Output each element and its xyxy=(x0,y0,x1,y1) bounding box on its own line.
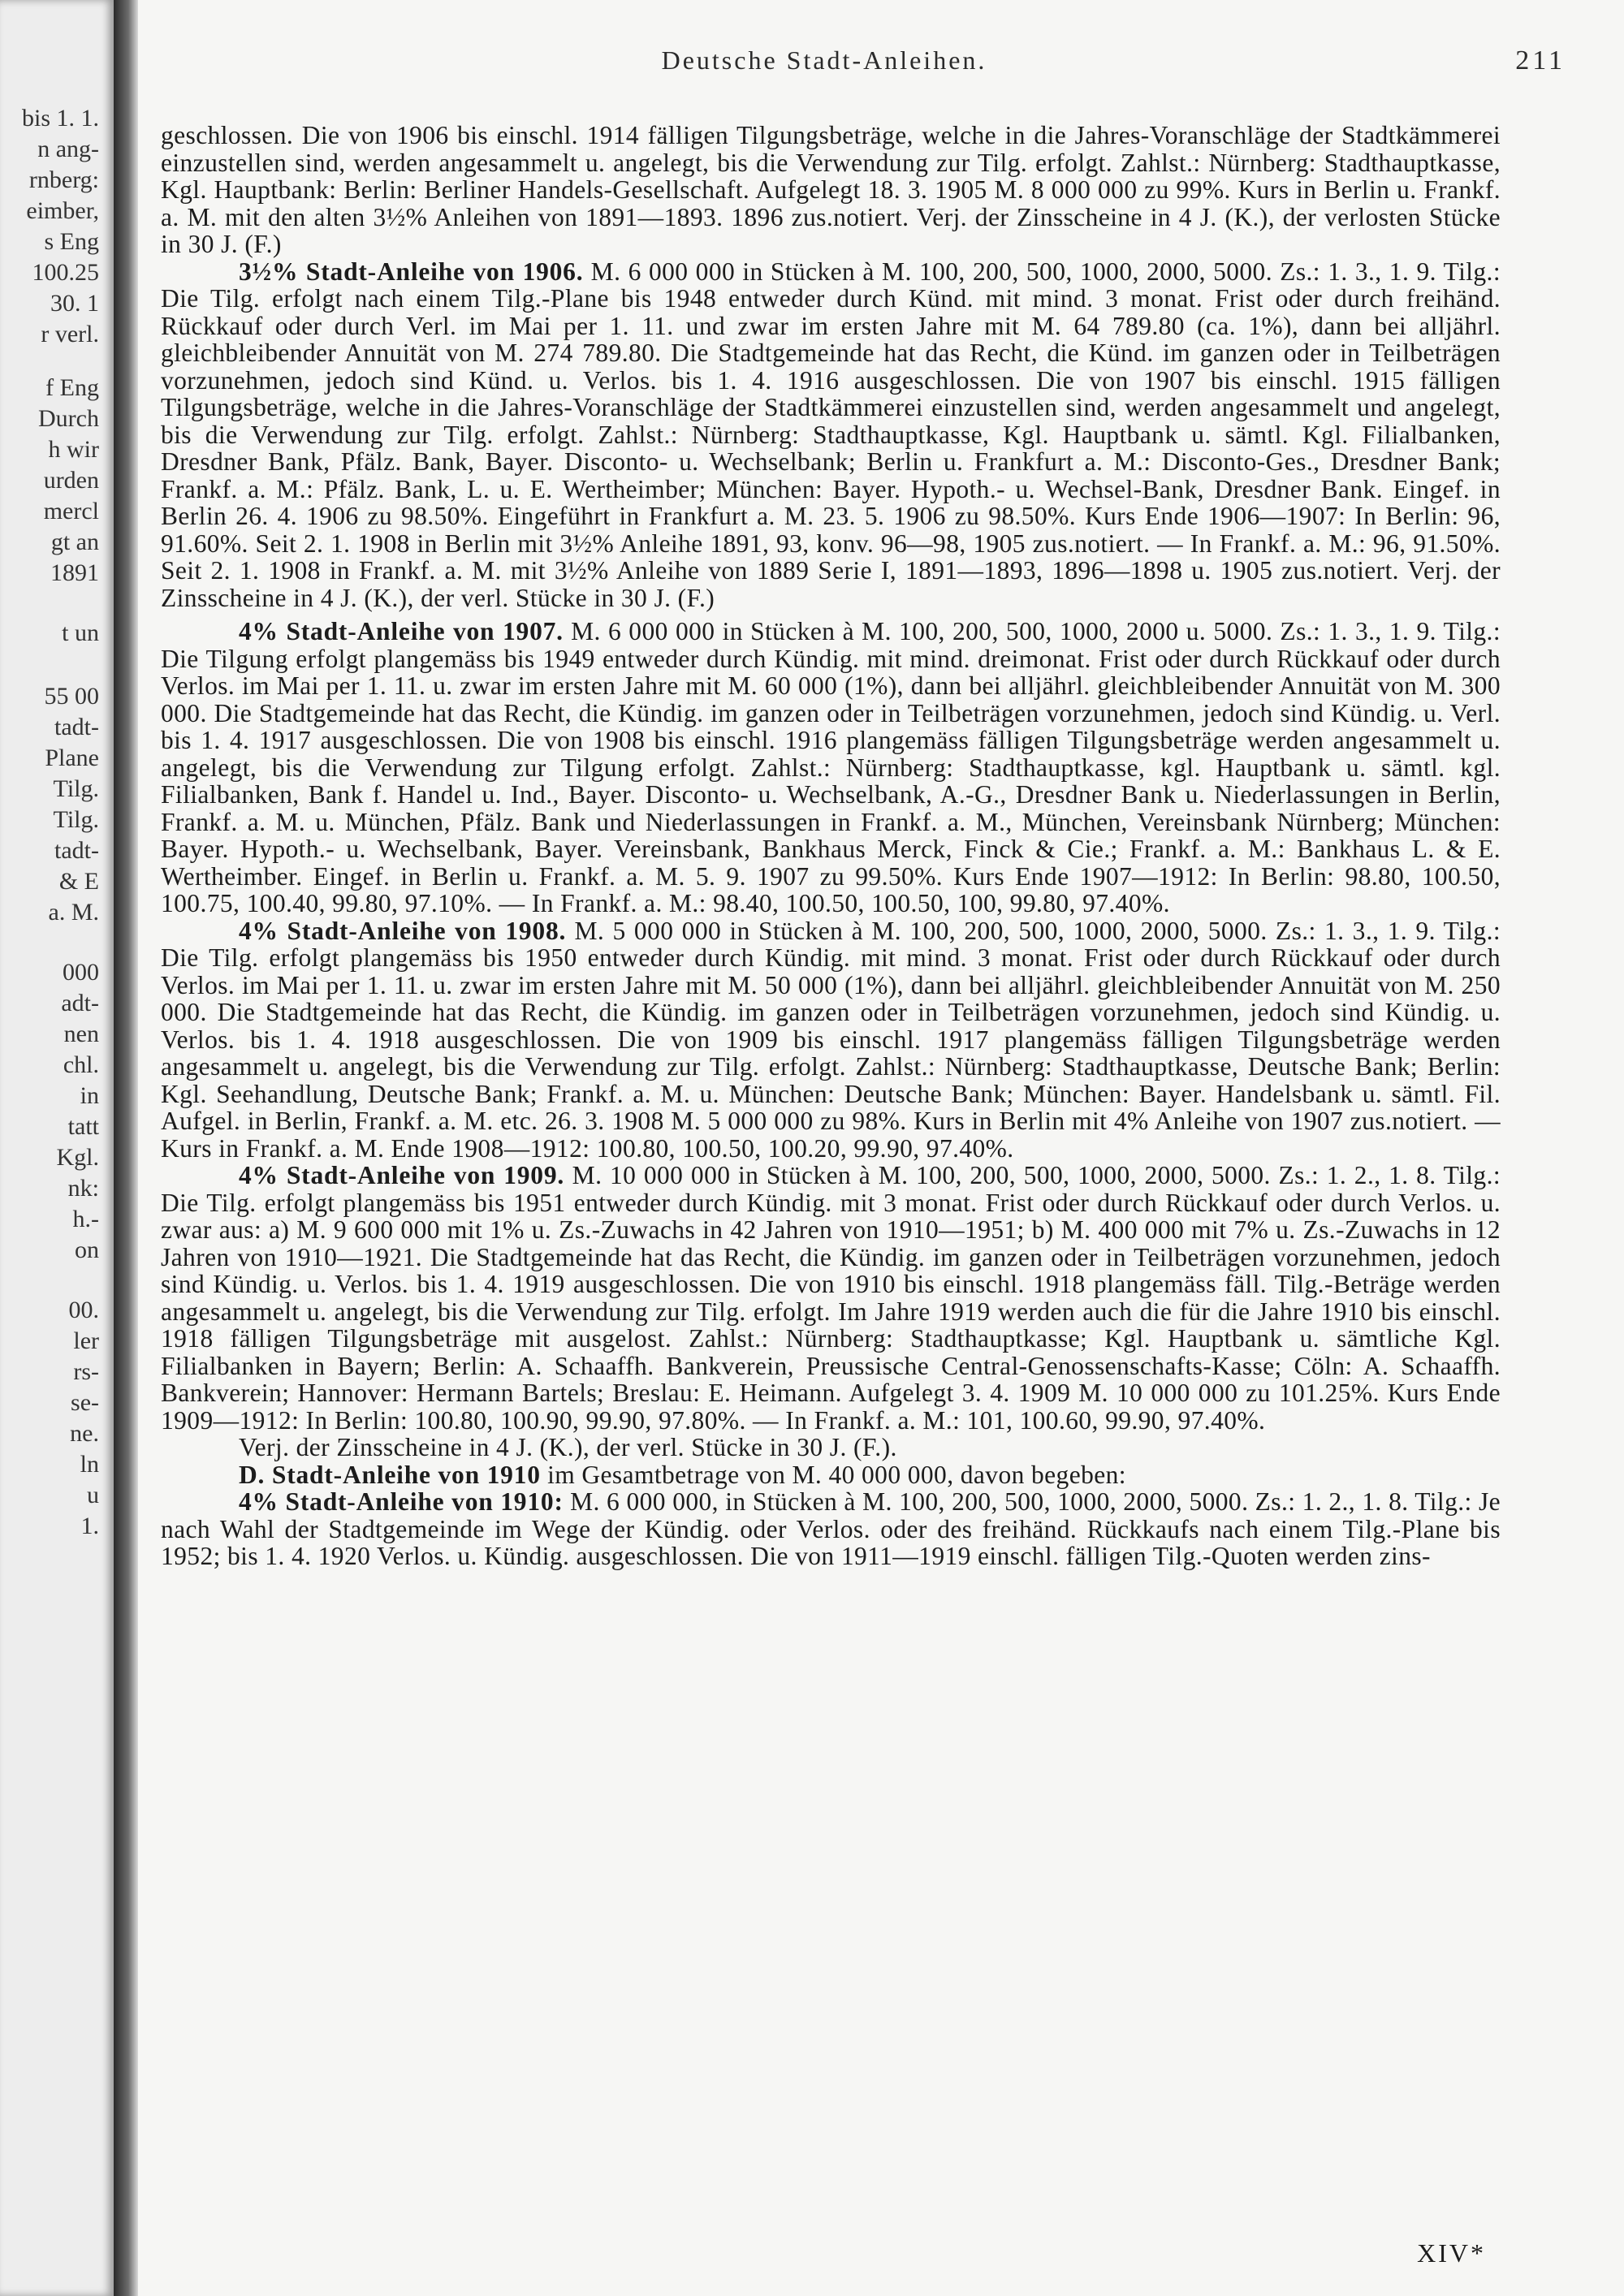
margin-fragment: Kgl. xyxy=(56,1144,99,1171)
paragraph-heading: 4% Stadt-Anleihe von 1907. xyxy=(239,617,564,645)
margin-fragment: Plane xyxy=(45,744,99,771)
margin-fragment: s Eng xyxy=(44,228,99,255)
margin-fragment: tatt xyxy=(67,1113,99,1140)
margin-fragment: rs- xyxy=(73,1358,99,1385)
paragraph-text: M. 6 000 000 in Stücken à M. 100, 200, 500, 1000, 2000, 5000. Zs.: 1. 3., 1. 9. Tilg.: Die Tilg. erfolgt nach einem Tilg.-Plane bis 1948 entweder durch Künd. mit mind. 3 monat. Frist oder durch freihänd. Rückkauf oder durch Verl. im Mai per 1. 11. und zwar im ersten Jahre mit M. 64 789.80 (ca. 1%), dann bei alljährl. gleichbleibender Annuität von M. 274 789.80. Die Stadtgemeinde hat das Recht, die Künd. im ganzen oder in Teilbeträgen vorzunehmen, jedoch sind Künd. u. Verlos. bis 1. 4. 1916 ausgeschlossen. Die von 1907 bis einschl. 1915 fälligen Tilgungsbeträge, welche in die Jahres-Voranschläge der Stadtkämmerei einzustellen sind, werden angesammelt und angelegt, bis die Verwendung zur Tilg. erfolgt. Zahlst.: Nürnberg: Stadthauptkasse, Kgl. Hauptbank u. sämtl. Kgl. Filialbanken, Dresdner Bank, Pfälz. Bank, Bayer. Disconto- u. Wechselbank; Berlin u. Frankfurt a. M.: Disconto-Ges., Dresdner Bank; Frankf. a. M.: Pfälz. Bank, L. u. E. Wertheimber; München: Bayer. Hypoth.- u. Wechsel-Bank, Dresdner Bank. Eingef. in Berlin 26. 4. 1906 zu 98.50%. Eingeführt in Frankfurt a. M. 23. 5. 1906 zu 98.50%. Kurs Ende 1906—1907: In Berlin: 96, 91.60%. Seit 2. 1. 1908 in Berlin mit 3½% Anleihe 1891, 93, konv. 96—98, 1905 zus.notiert. — In Frankf. a. M.: 96, 91.50%. Seit 2. 1. 1908 in Frankf. a. M. mit 3½% Anleihe von 1889 Serie I, 1891—1893, 1896—1898 u. 1905 zus.notiert. Verj. der Zinsscheine in 4 J. (K.), der verl. Stücke in 30 J. (F.) xyxy=(161,257,1501,612)
margin-fragment: eimber, xyxy=(26,197,99,224)
paragraph-text: M. 5 000 000 in Stücken à M. 100, 200, 500, 1000, 2000, 5000. Zs.: 1. 3., 1. 9. Tilg.: Die Tilg. erfolgt plangemäss bis 1950 entweder durch Kündig. mit mind. 3 monat. Frist oder durch Rückkauf oder durch Verlos. im Mai per 1. 11. u. zwar im ersten Jahre mit M. 50 000 (1%), dann bei alljährl. gleichbleibender Annuität von M. 250 000. Die Stadtgemeinde hat das Recht, die Kündig. im ganzen oder in Teilbeträgen vorzunehmen, jedoch sind Kündig. u. Verlos. bis 1. 4. 1918 ausgeschlossen. Die von 1909 bis einschl. 1917 plangemäss fälligen Tilgungsbeträge werden angesammelt u. angelegt, bis die Verwendung zur Tilg. erfolgt. Zahlst.: Nürnberg: Stadthauptkasse, Deutsche Bank; Berlin: Kgl. Seehandlung, Deutsche Bank; Frankf. a. M. u. München: Deutsche Bank; München: Bayer. Handelsbank u. sämtl. Fil. Aufgel. in Berlin, Frankf. a. M. etc. 26. 3. 1908 M. 5 000 000 zu 98%. Kurs in Berlin mit 4% Anleihe von 1907 zus.notiert. — Kurs in Frankf. a. M. Ende 1908—1912: 100.80, 100.50, 100.20, 99.90, 97.40%. xyxy=(161,916,1501,1163)
printer-signature: XIV* xyxy=(1417,2238,1486,2268)
paragraph-heading: 4% Stadt-Anleihe von 1910: xyxy=(239,1487,564,1516)
page-body xyxy=(161,122,1501,1570)
margin-fragment: 00. xyxy=(68,1297,99,1323)
paragraph-text: Verj. der Zinsscheine in 4 J. (K.), der verl. Stücke in 30 J. (F.). xyxy=(239,1433,897,1461)
margin-fragment: ler xyxy=(73,1327,99,1354)
margin-fragment: h wir xyxy=(48,436,99,463)
paragraph-text: M. 10 000 000 in Stücken à M. 100, 200, 500, 1000, 2000, 5000. Zs.: 1. 2., 1. 8. Tilg.: Die Tilg. erfolgt plangemäss bis 1951 entweder durch Kündig. mit 3 monat. Frist oder durch Rückkauf oder durch Verlos. u. zwar aus: a) M. 9 600 000 mit 1% u. Zs.-Zuwachs in 42 Jahren von 1910—1951; b) M. 400 000 mit 7% u. Zs.-Zuwachs in 12 Jahren von 1910—1921. Die Stadtgemeinde hat das Recht, die Kündig. im ganzen oder in Teilbeträgen vorzunehmen, jedoch sind Kündig. u. Verlos. bis 1. 4. 1919 ausgeschlossen. Die von 1910 bis einschl. 1918 plangemäss fäll. Tilg.-Beträge werden angesammelt u. angelegt, bis die Verwendung zur Tilg. erfolgt. Im Jahre 1919 werden auch die für die Jahre 1910 bis einschl. 1918 fälligen Tilgungsbeträge mit ausgelost. Zahlst.: Nürnberg: Stadthauptkasse; Kgl. Hauptbank u. sämtliche Kgl. Filialbanken in Bayern; Berlin: A. Schaaffh. Bankverein, Preussische Central-Genossenschafts-Kasse; Cöln: A. Schaaffh. Bankverein; Hannover: Hermann Bartels; Breslau: E. Heimann. Aufgelegt 3. 4. 1909 M. 10 000 000 zu 101.25%. Kurs Ende 1909—1912: In Berlin: 100.80, 100.90, 99.90, 97.80%. — In Frankf. a. M.: 101, 100.60, 99.90, 97.40%. xyxy=(161,1161,1501,1435)
book-page xyxy=(138,0,1624,2296)
margin-fragment: 000 xyxy=(63,959,99,986)
margin-fragment: adt- xyxy=(61,990,99,1016)
margin-fragment: & E xyxy=(58,868,99,895)
margin-fragment: 1891 xyxy=(50,559,99,586)
page-number: 211 xyxy=(1515,45,1566,76)
margin-fragment: se- xyxy=(71,1389,99,1416)
margin-fragment: in xyxy=(80,1082,99,1109)
margin-fragment: Tilg. xyxy=(53,806,99,833)
page-header xyxy=(138,45,1624,86)
running-title: Deutsche Stadt-Anleihen. xyxy=(661,45,987,75)
margin-fragment: urden xyxy=(43,467,99,494)
margin-fragment: 55 00 xyxy=(44,683,99,710)
paragraph-heading: D. Stadt-Anleihe von 1910 xyxy=(239,1460,541,1489)
paragraph-text: im Gesamtbetrage von M. 40 000 000, davon begeben: xyxy=(547,1460,1126,1489)
paragraph-heading: 3½% Stadt-Anleihe von 1906. xyxy=(239,257,584,286)
margin-fragment: Tilg. xyxy=(53,775,99,802)
margin-fragment: t un xyxy=(62,619,99,646)
margin-fragment: r verl. xyxy=(41,321,99,347)
margin-fragment: 100.25 xyxy=(32,259,99,286)
margin-fragment: a. M. xyxy=(48,899,99,926)
paragraph-text: geschlossen. Die von 1906 bis einschl. 1914 fälligen Tilgungsbeträge, welche in die Jahres-Voranschläge der Stadtkämmerei einzustellen sind, werden angesammelt u. angelegt, bis die Verwendung zur Tilg. erfolgt. Zahlst.: Nürnberg: Stadthauptkasse, Kgl. Hauptbank: Berlin: Berliner Handels-Gesellschaft. Aufgelegt 18. 3. 1905 M. 8 000 000 zu 99%. Kurs in Berlin u. Frankf. a. M. mit den alten 3½% Anleihen von 1891—1893. 1896 zus.notiert. Verj. der Zinsscheine in 4 J. (K.), der verlosten Stücke in 30 J. (F.) xyxy=(161,121,1501,258)
margin-fragment: chl. xyxy=(63,1051,99,1078)
paragraph-verjaehrung xyxy=(161,1434,1501,1461)
margin-fragment: f Eng xyxy=(45,374,99,401)
paragraph-anleihe-1910-section xyxy=(161,1461,1501,1489)
book-gutter xyxy=(114,0,138,2296)
paragraph-anleihe-1909 xyxy=(161,1162,1501,1434)
paragraph-intro xyxy=(161,122,1501,258)
margin-fragment: 1. xyxy=(80,1513,99,1539)
margin-fragment: mercl xyxy=(43,498,99,524)
margin-fragment: rnberg: xyxy=(28,166,99,193)
margin-fragment: ne. xyxy=(70,1420,99,1447)
paragraph-heading: 4% Stadt-Anleihe von 1908. xyxy=(239,916,567,945)
margin-fragment: tadt- xyxy=(54,714,99,740)
paragraph-anleihe-1910 xyxy=(161,1488,1501,1570)
margin-fragment: h.- xyxy=(72,1206,99,1232)
margin-fragment: nen xyxy=(63,1021,99,1047)
margin-fragment: n ang- xyxy=(37,136,99,162)
paragraph-anleihe-1908 xyxy=(161,917,1501,1163)
previous-page-margin xyxy=(0,0,114,2296)
paragraph-heading: 4% Stadt-Anleihe von 1909. xyxy=(239,1161,565,1189)
margin-fragment: ln xyxy=(80,1451,99,1478)
margin-fragment: 30. 1 xyxy=(50,290,99,317)
margin-fragment: Durch xyxy=(38,405,99,432)
margin-fragment: u xyxy=(87,1482,99,1508)
margin-fragment: on xyxy=(75,1236,99,1263)
margin-fragment: tadt- xyxy=(54,837,99,864)
paragraph-anleihe-1907 xyxy=(161,618,1501,917)
paragraph-text: M. 6 000 000, in Stücken à M. 100, 200, 500, 1000, 2000, 5000. Zs.: 1. 2., 1. 8. Tilg.: Je nach Wahl der Stadtgemeinde im Wege der Kündig. oder Verlos. oder des freihänd. Rückkaufs nach einem Tilg.-Plane bis 1952; bis 1. 4. 1920 Verlos. u. Kündig. ausgeschlossen. Die von 1911—1919 einschl. fälligen Tilg.-Quoten werden zins- xyxy=(161,1487,1501,1570)
margin-fragment: bis 1. 1. xyxy=(21,105,99,132)
paragraph-text: M. 6 000 000 in Stücken à M. 100, 200, 500, 1000, 2000 u. 5000. Zs.: 1. 3., 1. 9. Tilg.: Die Tilgung erfolgt plangemäss bis 1949 entweder durch Kündig. mit mind. dreimonat. Frist oder durch Rückkauf oder durch Verlos. im Mai per 1. 11. u. zwar im ersten Jahre mit M. 60 000 (1%), dann bei alljährl. gleichbleibender Annuität von M. 300 000. Die Stadtgemeinde hat das Recht, die Kündig. im ganzen oder in Teilbeträgen vorzunehmen, jedoch sind Kündig. u. Verl. bis 1. 4. 1917 ausgeschlossen. Die von 1908 bis einschl. 1916 plangemäss fälligen Tilgungsbeträge werden angesammelt u. angelegt, bis die Verwendung zur Tilgung erfolgt. Zahlst.: Nürnberg: Stadthauptkasse, kgl. Hauptbank u. sämtl. kgl. Filialbanken, Bank f. Handel u. Ind., Bayer. Disconto- u. Wechselbank, A.-G., Dresdner Bank u. Niederlassungen in Berlin, Frankf. a. M. u. München, Pfälz. Bank und Niederlassungen in Frankf. a. M., München, Vereinsbank Nürnberg; München: Bayer. Hypoth.- u. Wechselbank, Bayer. Vereinsbank, Bankhaus Merck, Finck & Cie.; Frankf. a. M.: Bankhaus L. & E. Wertheimber. Eingef. in Berlin u. Frankf. a. M. 5. 9. 1907 zu 99.50%. Kurs Ende 1907—1912: In Berlin: 98.80, 100.50, 100.75, 100.40, 99.80, 97.10%. — In Frankf. a. M.: 98.40, 100.50, 100.50, 100, 99.80, 97.40%. xyxy=(161,617,1501,917)
margin-fragment: gt an xyxy=(50,529,99,555)
margin-fragment: nk: xyxy=(67,1175,99,1202)
paragraph-anleihe-1906 xyxy=(161,258,1501,612)
